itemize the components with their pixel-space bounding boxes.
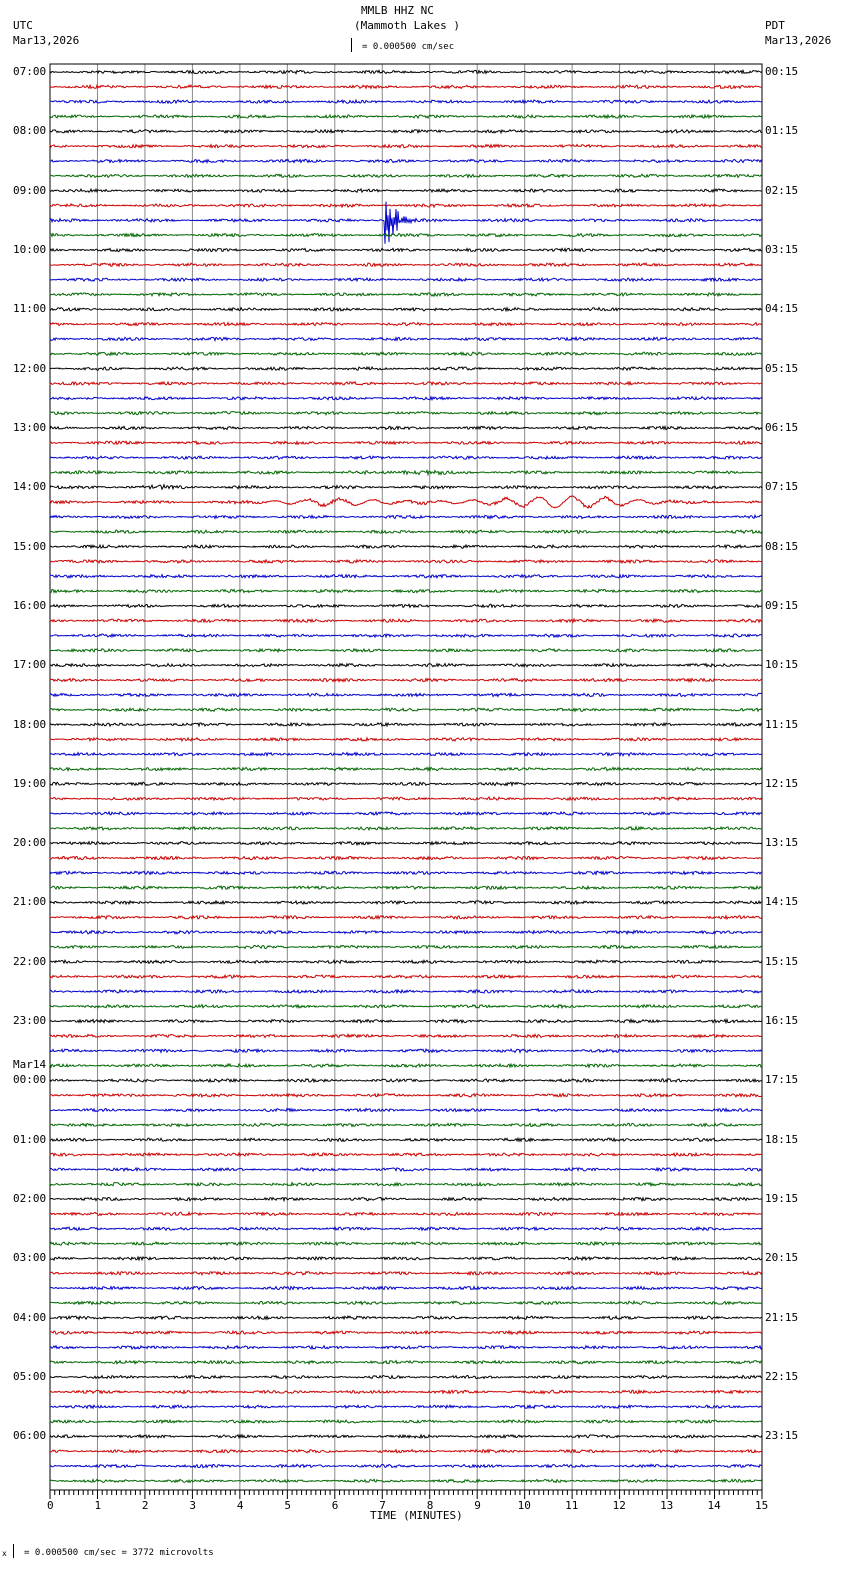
seismic-trace: [50, 678, 762, 681]
seismic-trace: [50, 931, 762, 934]
seismic-trace: [50, 202, 762, 244]
seismic-trace: [50, 293, 762, 296]
seismic-trace: [50, 1123, 762, 1126]
seismic-trace: [50, 248, 762, 251]
seismic-trace: [50, 1005, 762, 1008]
station-title: MMLB HHZ NC: [361, 4, 434, 17]
left-hour-label: 08:00: [13, 124, 47, 138]
footer-scale-label: = 0.000500 cm/sec = 3772 microvolts: [24, 1548, 214, 1558]
seismic-trace: [50, 1420, 762, 1423]
right-hour-label: 13:15: [765, 836, 799, 850]
seismic-trace: [50, 1435, 762, 1438]
left-hour-label: 16:00: [13, 598, 47, 612]
seismic-trace: [50, 738, 762, 741]
x-tick-label: 12: [612, 1499, 626, 1512]
left-hour-label: 02:00: [13, 1192, 47, 1206]
x-tick-label: 11: [565, 1499, 579, 1512]
seismic-trace: [50, 1331, 762, 1334]
left-hour-label: 03:00: [13, 1251, 47, 1265]
seismic-trace: [50, 1390, 762, 1393]
left-hour-label: 10:00: [13, 242, 47, 256]
seismic-trace: [50, 1257, 762, 1260]
seismic-trace: [50, 723, 762, 726]
x-tick-label: 1: [94, 1499, 102, 1512]
right-hour-label: 05:15: [765, 361, 799, 375]
left-hour-label: 00:00: [13, 1073, 47, 1087]
seismic-trace: [50, 1034, 762, 1037]
seismic-trace: [50, 70, 762, 73]
seismic-trace: [50, 975, 762, 978]
seismic-trace: [50, 1079, 762, 1082]
seismic-trace: [50, 812, 762, 815]
seismic-trace: [50, 1479, 762, 1482]
seismic-trace: [50, 1064, 762, 1067]
left-hour-label: 15:00: [13, 539, 47, 553]
seismic-trace: [50, 426, 762, 429]
seismic-trace: [50, 159, 762, 162]
right-hour-label: 21:15: [765, 1310, 799, 1324]
seismic-trace: [50, 871, 762, 874]
left-hour-label: 17:00: [13, 658, 47, 672]
right-hour-label: 14:15: [765, 895, 799, 909]
seismic-trace: [50, 1198, 762, 1201]
seismic-trace: [50, 1301, 762, 1304]
seismic-trace: [50, 352, 762, 355]
seismic-trace: [50, 1227, 762, 1230]
right-hour-label: 16:15: [765, 1014, 799, 1028]
seismic-trace: [50, 115, 762, 118]
seismic-trace: [50, 886, 762, 889]
seismic-trace: [50, 85, 762, 88]
seismic-trace: [50, 708, 762, 711]
seismic-trace: [50, 278, 762, 281]
x-tick-label: 6: [331, 1499, 339, 1512]
left-date: Mar13,2026: [13, 34, 80, 47]
seismic-trace: [50, 456, 762, 459]
seismic-trace: [50, 619, 762, 622]
left-hour-label: 07:00: [13, 65, 47, 78]
seismic-trace: [50, 337, 762, 340]
left-hour-label: 23:00: [13, 1014, 47, 1028]
left-hour-label: 12:00: [13, 361, 47, 375]
seismic-trace: [50, 1109, 762, 1112]
seismic-trace: [50, 530, 762, 533]
seismic-trace: [50, 1183, 762, 1186]
seismic-trace: [50, 1405, 762, 1408]
right-hour-label: 23:15: [765, 1429, 799, 1443]
x-tick-label: 13: [660, 1499, 674, 1512]
seismic-trace: [50, 767, 762, 770]
seismic-trace: [50, 560, 762, 563]
left-hour-label: 04:00: [13, 1310, 47, 1324]
seismic-trace: [50, 1361, 762, 1364]
right-hour-label: 09:15: [765, 598, 799, 612]
left-hour-label: 21:00: [13, 895, 47, 909]
x-tick-label: 2: [141, 1499, 149, 1512]
plot-frame: [50, 64, 762, 1490]
right-hour-label: 02:15: [765, 183, 799, 197]
right-hour-label: 17:15: [765, 1073, 799, 1087]
seismic-trace: [50, 664, 762, 667]
right-date: Mar13,2026: [765, 34, 832, 47]
seismic-trace: [50, 990, 762, 993]
left-hour-label: 09:00: [13, 183, 47, 197]
scale-label: = 0.000500 cm/sec: [362, 42, 455, 52]
left-hour-label: 19:00: [13, 776, 47, 790]
seismic-trace: [50, 1049, 762, 1052]
seismic-trace: [50, 397, 762, 400]
seismic-trace: [50, 856, 762, 859]
seismic-trace: [50, 189, 762, 192]
seismic-trace: [50, 797, 762, 800]
right-hour-label: 22:15: [765, 1370, 799, 1384]
seismic-trace: [50, 590, 762, 593]
right-hour-label: 03:15: [765, 242, 799, 256]
seismic-trace: [50, 367, 762, 370]
seismic-trace: [50, 308, 762, 311]
footer-prefix: x: [2, 1549, 7, 1558]
seismic-trace: [50, 693, 762, 696]
right-hour-label: 01:15: [765, 124, 799, 138]
seismic-trace: [50, 753, 762, 756]
right-hour-label: 08:15: [765, 539, 799, 553]
seismic-trace: [50, 575, 762, 578]
x-tick-label: 14: [707, 1499, 721, 1512]
x-tick-label: 10: [517, 1499, 531, 1512]
x-tick-label: 9: [474, 1499, 481, 1512]
seismic-trace: [50, 1242, 762, 1245]
left-timezone: UTC: [13, 19, 33, 32]
x-tick-label: 5: [284, 1499, 291, 1512]
x-tick-label: 7: [379, 1499, 386, 1512]
seismic-trace: [50, 945, 762, 948]
x-tick-label: 8: [426, 1499, 434, 1512]
right-hour-label: 20:15: [765, 1251, 799, 1265]
seismic-trace: [50, 496, 762, 508]
seismic-trace: [50, 827, 762, 830]
seismic-trace: [50, 782, 762, 785]
seismic-trace: [50, 1464, 762, 1467]
seismic-trace: [50, 234, 762, 237]
seismic-trace: [50, 1153, 762, 1156]
x-axis-label: TIME (MINUTES): [370, 1509, 463, 1522]
left-hour-label: 13:00: [13, 420, 47, 434]
right-hour-label: 00:15: [765, 65, 799, 78]
left-hour-label: 06:00: [13, 1429, 47, 1443]
seismic-trace: [50, 1020, 762, 1023]
left-hour-label: 20:00: [13, 836, 47, 850]
seismic-trace: [50, 901, 762, 904]
right-hour-label: 10:15: [765, 658, 799, 672]
seismic-trace: [50, 130, 762, 133]
seismic-trace: [50, 145, 762, 148]
left-hour-label: 01:00: [13, 1132, 47, 1146]
left-hour-label: 05:00: [13, 1370, 47, 1384]
seismic-trace: [50, 1316, 762, 1319]
right-hour-label: 11:15: [765, 717, 799, 731]
seismic-trace: [50, 1272, 762, 1275]
seismic-trace: [50, 515, 762, 518]
right-hour-label: 15:15: [765, 954, 799, 968]
left-hour-label: 11:00: [13, 302, 47, 316]
seismic-trace: [50, 485, 762, 490]
seismic-trace: [50, 1450, 762, 1453]
x-tick-label: 15: [755, 1499, 769, 1512]
right-hour-label: 07:15: [765, 480, 799, 494]
seismic-trace: [50, 649, 762, 652]
left-hour-label: 14:00: [13, 480, 47, 494]
seismic-trace: [50, 263, 762, 266]
seismic-trace: [50, 1212, 762, 1215]
seismic-trace: [50, 323, 762, 326]
seismic-trace: [50, 100, 762, 103]
seismic-trace: [50, 1168, 762, 1171]
seismic-trace: [50, 545, 762, 548]
x-tick-label: 4: [236, 1499, 244, 1512]
location-title: (Mammoth Lakes ): [354, 19, 460, 32]
seismic-trace: [50, 634, 762, 637]
seismic-trace: [50, 960, 762, 963]
right-hour-label: 06:15: [765, 420, 799, 434]
left-hour-label: 22:00: [13, 954, 47, 968]
seismic-trace: [50, 842, 762, 845]
left-hour-label: 18:00: [13, 717, 47, 731]
seismic-trace: [50, 382, 762, 385]
right-hour-label: 19:15: [765, 1192, 799, 1206]
right-hour-label: 18:15: [765, 1132, 799, 1146]
seismic-trace: [50, 1138, 762, 1141]
right-hour-label: 12:15: [765, 776, 799, 790]
date-change-label: Mar14: [13, 1058, 47, 1072]
seismic-trace: [50, 1346, 762, 1349]
seismic-trace: [50, 441, 762, 444]
seismic-trace: [50, 204, 762, 207]
seismic-trace: [50, 916, 762, 919]
seismic-trace: [50, 1094, 762, 1097]
x-tick-label: 3: [189, 1499, 197, 1512]
seismic-trace: [50, 1375, 762, 1378]
seismic-trace: [50, 412, 762, 415]
seismic-trace: [50, 174, 762, 177]
right-hour-label: 04:15: [765, 302, 799, 316]
seismic-trace: [50, 470, 762, 474]
x-tick-label: 0: [47, 1499, 54, 1512]
right-timezone: PDT: [765, 19, 785, 32]
seismic-trace: [50, 1287, 762, 1290]
seismic-trace: [50, 604, 762, 607]
